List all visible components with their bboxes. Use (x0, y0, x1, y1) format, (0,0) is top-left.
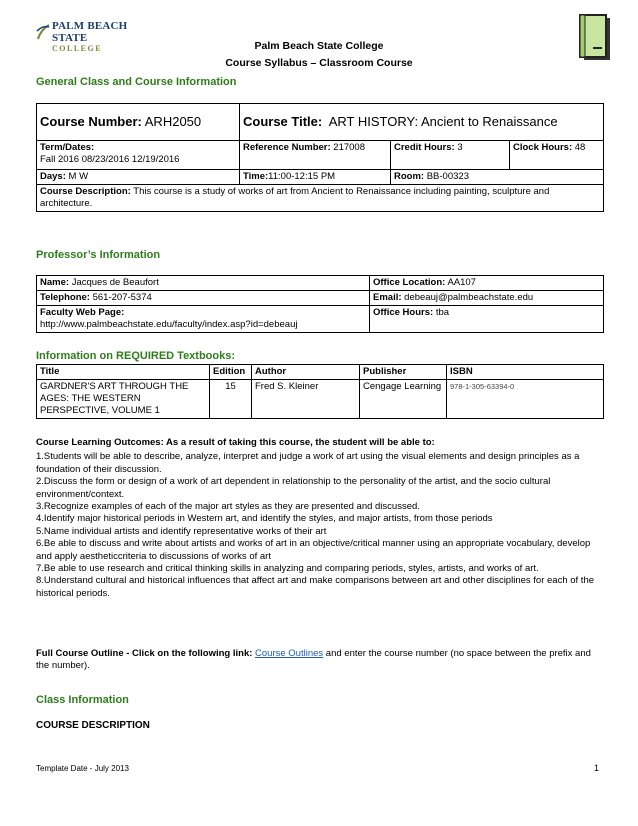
section-class-info: Class Information (36, 694, 129, 706)
credit-label: Credit Hours: (394, 142, 455, 153)
outcome-item: 4.Identify major historical periods in Western art, and identify the styles, and major artists, from those periods (36, 513, 493, 525)
refnum-label: Reference Number: (243, 142, 331, 153)
clock-value: 48 (574, 142, 586, 153)
book-title: GARDNER'S ART THROUGH THE AGES: THE WESTERN PERSPECTIVE, VOLUME 1 (37, 380, 210, 419)
section-general: General Class and Course Information (36, 76, 237, 88)
refnum-cell (240, 141, 391, 170)
web-cell (37, 306, 370, 333)
email-label: Email: (373, 292, 402, 303)
outcome-item: 8.Understand cultural and historical influences that affect art and make comparisons between art and other disciplines for each of the historical periods. (36, 575, 595, 599)
description-label: Course Description: (40, 186, 131, 197)
office-value: AA107 (447, 277, 476, 288)
book-edition: 15 (210, 380, 252, 419)
email-value[interactable]: debeauj@palmbeachstate.edu (404, 292, 534, 303)
course-title-label: Course Title: (243, 114, 323, 129)
course-info-table (36, 103, 604, 212)
course-number-cell (37, 104, 240, 141)
logo-line2: COLLEGE (52, 44, 103, 53)
book-author: Fred S. Kleiner (252, 380, 360, 419)
room-value: BB-00323 (426, 171, 469, 182)
course-description-heading: COURSE DESCRIPTION (36, 720, 150, 731)
hours-label: Office Hours: (373, 307, 434, 318)
learning-outcomes (36, 437, 602, 600)
time-label: Time: (243, 171, 269, 182)
outcome-item: 2.Discuss the form or design of a work of art dependent in relationship to the personality of the artist, and the socio cultural environment/context. (36, 476, 551, 500)
course-title-cell (240, 104, 604, 141)
time-cell (240, 170, 391, 185)
course-number-label: Course Number: (40, 114, 142, 129)
phone-cell (37, 291, 370, 306)
description-value: This course is a study of works of art from Ancient to Renaissance including painting, sculpture and architecture. (40, 186, 550, 209)
hours-cell (370, 306, 604, 333)
prof-name-label: Name: (40, 277, 70, 288)
section-professor: Professor’s Information (36, 249, 161, 261)
book-isbn: 978-1-305-63394-0 (447, 380, 604, 419)
days-cell (37, 170, 240, 185)
email-cell (370, 291, 604, 306)
col-edition: Edition (210, 365, 252, 380)
phone-label: Telephone: (40, 292, 90, 303)
room-label: Room: (394, 171, 425, 182)
clock-label: Clock Hours: (513, 142, 573, 153)
outline-rest: and enter the course number (no space between the prefix and the number). (36, 648, 591, 672)
course-number: ARH2050 (144, 114, 202, 129)
room-cell (391, 170, 604, 185)
col-isbn: ISBN (447, 365, 604, 380)
clock-cell (510, 141, 604, 170)
outcome-item: 3.Recognize examples of each of the major art styles as they are presented and discussed. (36, 501, 420, 513)
web-label: Faculty Web Page: (40, 307, 125, 318)
outcome-item: 1.Students will be able to describe, analyze, interpret and judge a work of art using the visual elements and design principles as a foundation of their discussion. (36, 451, 580, 475)
course-title: ART HISTORY: Ancient to Renaissance (328, 114, 558, 129)
prof-name: Jacques de Beaufort (71, 277, 159, 288)
table-row (37, 380, 604, 419)
credit-value: 3 (457, 142, 463, 153)
book-publisher: Cengage Learning (360, 380, 447, 419)
description-cell (37, 185, 604, 212)
terms-label: Term/Dates: (40, 142, 95, 153)
book-icon (578, 14, 612, 62)
outcome-item: 5.Name individual artists and identify representative works of their art (36, 525, 327, 537)
outcomes-heading: Course Learning Outcomes: As a result of taking this course, the student will be able to: (36, 437, 435, 448)
days-label: Days: (40, 171, 66, 182)
section-textbooks: Information on REQUIRED Textbooks: (36, 350, 236, 362)
outcome-item: 6.Be able to discuss and write about artists and works of art in an objective/critical manner using an appropriate vocabulary, develop and apply aestheticcriteria to discussions of works of art (36, 538, 591, 562)
office-label: Office Location: (373, 277, 446, 288)
palm-logo-icon (36, 22, 50, 40)
template-date: Template Date - July 2013 (36, 764, 129, 773)
outline-label: Full Course Outline - Click on the following link: (36, 648, 253, 659)
page-number: 1 (594, 763, 600, 773)
header-syllabus: Course Syllabus – Classroom Course (225, 57, 413, 69)
prof-name-cell (37, 276, 370, 291)
phone-value: 561-207-5374 (92, 292, 152, 303)
office-cell (370, 276, 604, 291)
time-value: 11:00-12:15 PM (268, 171, 336, 182)
logo-line1: PALM BEACH STATE (52, 20, 128, 44)
col-title: Title (37, 365, 210, 380)
textbook-table (36, 364, 604, 419)
refnum-value: 217008 (333, 142, 365, 153)
web-url[interactable]: http://www.palmbeachstate.edu/faculty/index.asp?id=debeauj (40, 319, 298, 330)
course-outline (36, 648, 602, 673)
col-author: Author (252, 365, 360, 380)
header-college: Palm Beach State College (254, 40, 384, 52)
professor-table (36, 275, 604, 333)
hours-value: tba (435, 307, 450, 318)
course-outlines-link[interactable]: Course Outlines (255, 648, 324, 659)
credit-cell (391, 141, 510, 170)
terms-cell (37, 141, 240, 170)
col-publisher: Publisher (360, 365, 447, 380)
outcome-item: 7.Be able to use research and critical thinking skills in analyzing and comparing periods, styles, artists, and works of art. (36, 563, 539, 575)
terms-value: Fall 2016 08/23/2016 12/19/2016 (40, 154, 180, 165)
days-value: M W (68, 171, 89, 182)
